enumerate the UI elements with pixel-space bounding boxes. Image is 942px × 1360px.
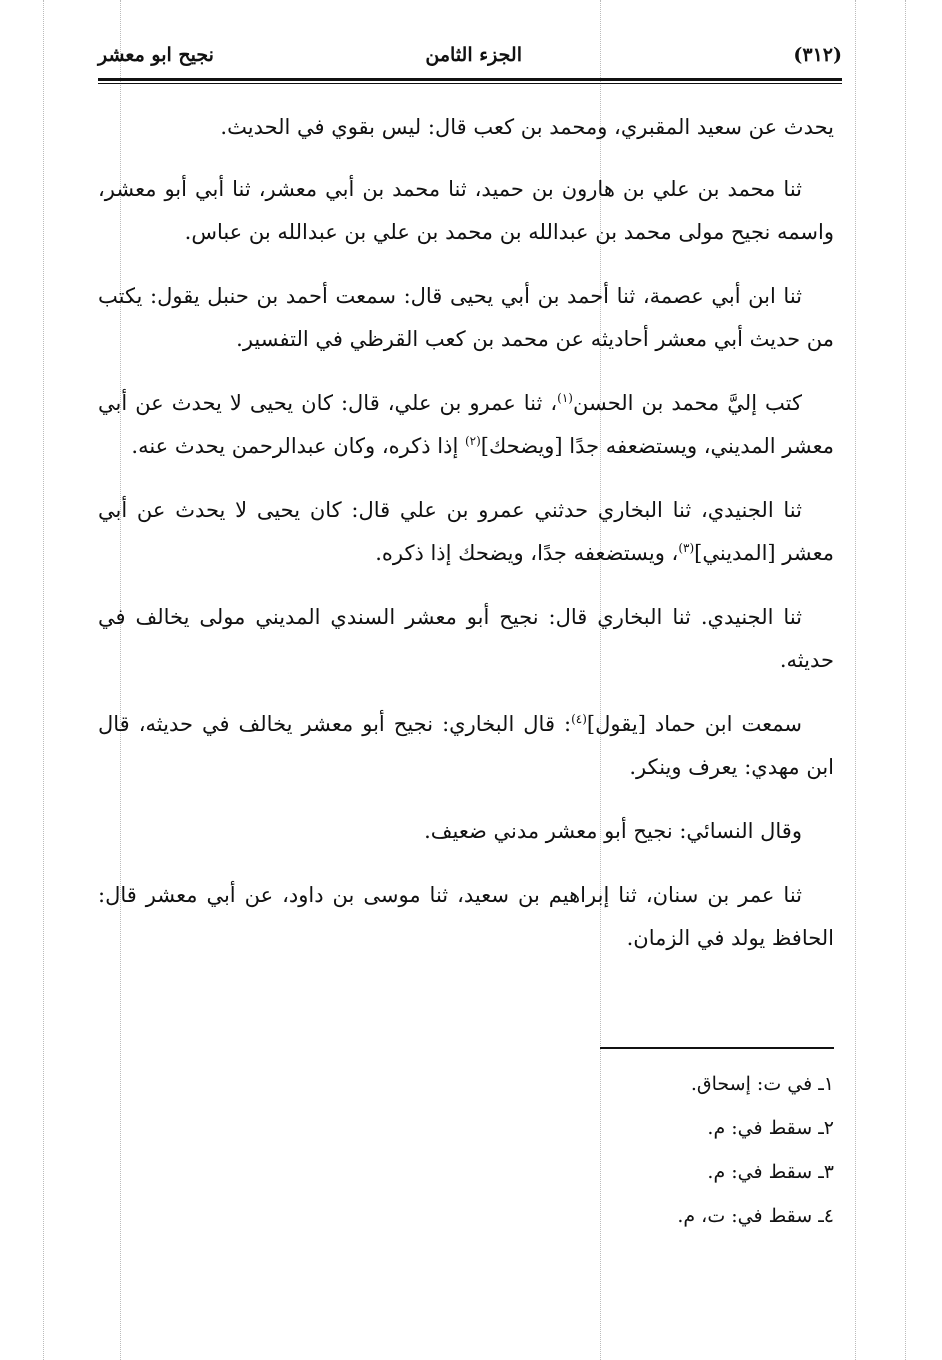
paragraph-text: ، ثنا عمرو بن علي، قال: كان يحيى لا يحدث عن أبي معشر المديني، ويستضعفه جدًا [ويضحك] (98, 391, 834, 458)
paragraph (98, 489, 834, 575)
paragraph-text: : قال البخاري: نجيح أبو معشر يخالف في حديثه، قال ابن مهدي: يعرف وينكر. (98, 712, 834, 779)
footnotes (560, 1062, 834, 1238)
page-number: (٣١٢) (793, 44, 842, 66)
footnote-ref: (٣) (678, 541, 695, 555)
paragraph-text: يحدث عن سعيد المقبري، ومحمد بن كعب قال: ليس بقوي في الحديث. (220, 115, 834, 139)
paragraph (98, 810, 834, 853)
main-text (98, 106, 834, 981)
paragraph-text: ثنا الجنيدي. ثنا البخاري قال: نجيح أبو معشر السندي المديني مولى يخالف في حديثه. (98, 605, 834, 672)
paragraph (98, 596, 834, 682)
part-title: الجزء الثامن (425, 44, 522, 66)
scan-guide-line (43, 0, 44, 1360)
footnote-separator (600, 1047, 834, 1049)
footnote: ١ـ في ت: إسحاق. (690, 1073, 834, 1095)
paragraph-text: ثنا عمر بن سنان، ثنا إبراهيم بن سعيد، ثنا موسى بن داود، عن أبي معشر قال: الحافظ يولد في الزمان. (98, 883, 834, 950)
paragraph (98, 874, 834, 960)
paragraph-text: ، ويستضعفه جدًا، ويضحك إذا ذكره. (375, 541, 679, 565)
footnote: ٤ـ سقط في: ت، م. (677, 1205, 834, 1227)
header-rule (98, 78, 842, 81)
paragraph-text: ثنا ابن أبي عصمة، ثنا أحمد بن أبي يحيى قال: سمعت أحمد بن حنبل يقول: يكتب من حديث أبي معشر أحاديثه عن محمد بن كعب القرظي في التفسير. (98, 284, 834, 351)
paragraph-text: كتب إليَّ محمد بن الحسن (572, 391, 802, 415)
paragraph (98, 382, 834, 468)
paragraph-text: وقال النسائي: نجيح أبو معشر مدني ضعيف. (424, 819, 802, 843)
running-header (98, 38, 842, 78)
paragraph-text: ثنا محمد بن علي بن هارون بن حميد، ثنا محمد بن أبي معشر، ثنا أبي أبو معشر، واسمه نجيح مولى محمد بن عبدالله بن محمد بن علي بن عبدالله بن عباس. (98, 177, 834, 244)
footnote: ٣ـ سقط في: م. (707, 1161, 834, 1183)
paragraph-text: ثنا الجنيدي، ثنا البخاري حدثني عمرو بن علي قال: كان يحيى لا يحدث عن أبي معشر [المديني] (98, 498, 834, 565)
paragraph (98, 703, 834, 789)
paragraph (98, 168, 834, 254)
paragraph-text: إذا ذكره، وكان عبدالرحمن يحدث عنه. (131, 434, 465, 458)
scan-guide-line (855, 0, 856, 1360)
footnote-ref: (٤) (571, 712, 587, 726)
scan-guide-line (905, 0, 906, 1360)
paragraph (98, 275, 834, 361)
paragraph-text: سمعت ابن حماد [يقول] (586, 712, 802, 736)
footnote-ref: (١) (557, 391, 573, 405)
footnote: ٢ـ سقط في: م. (707, 1117, 834, 1139)
header-rule-thin (98, 83, 842, 84)
entry-name: نجيح ابو معشر (98, 44, 214, 66)
footnote-ref: (٢) (464, 434, 481, 448)
paragraph (98, 106, 834, 149)
